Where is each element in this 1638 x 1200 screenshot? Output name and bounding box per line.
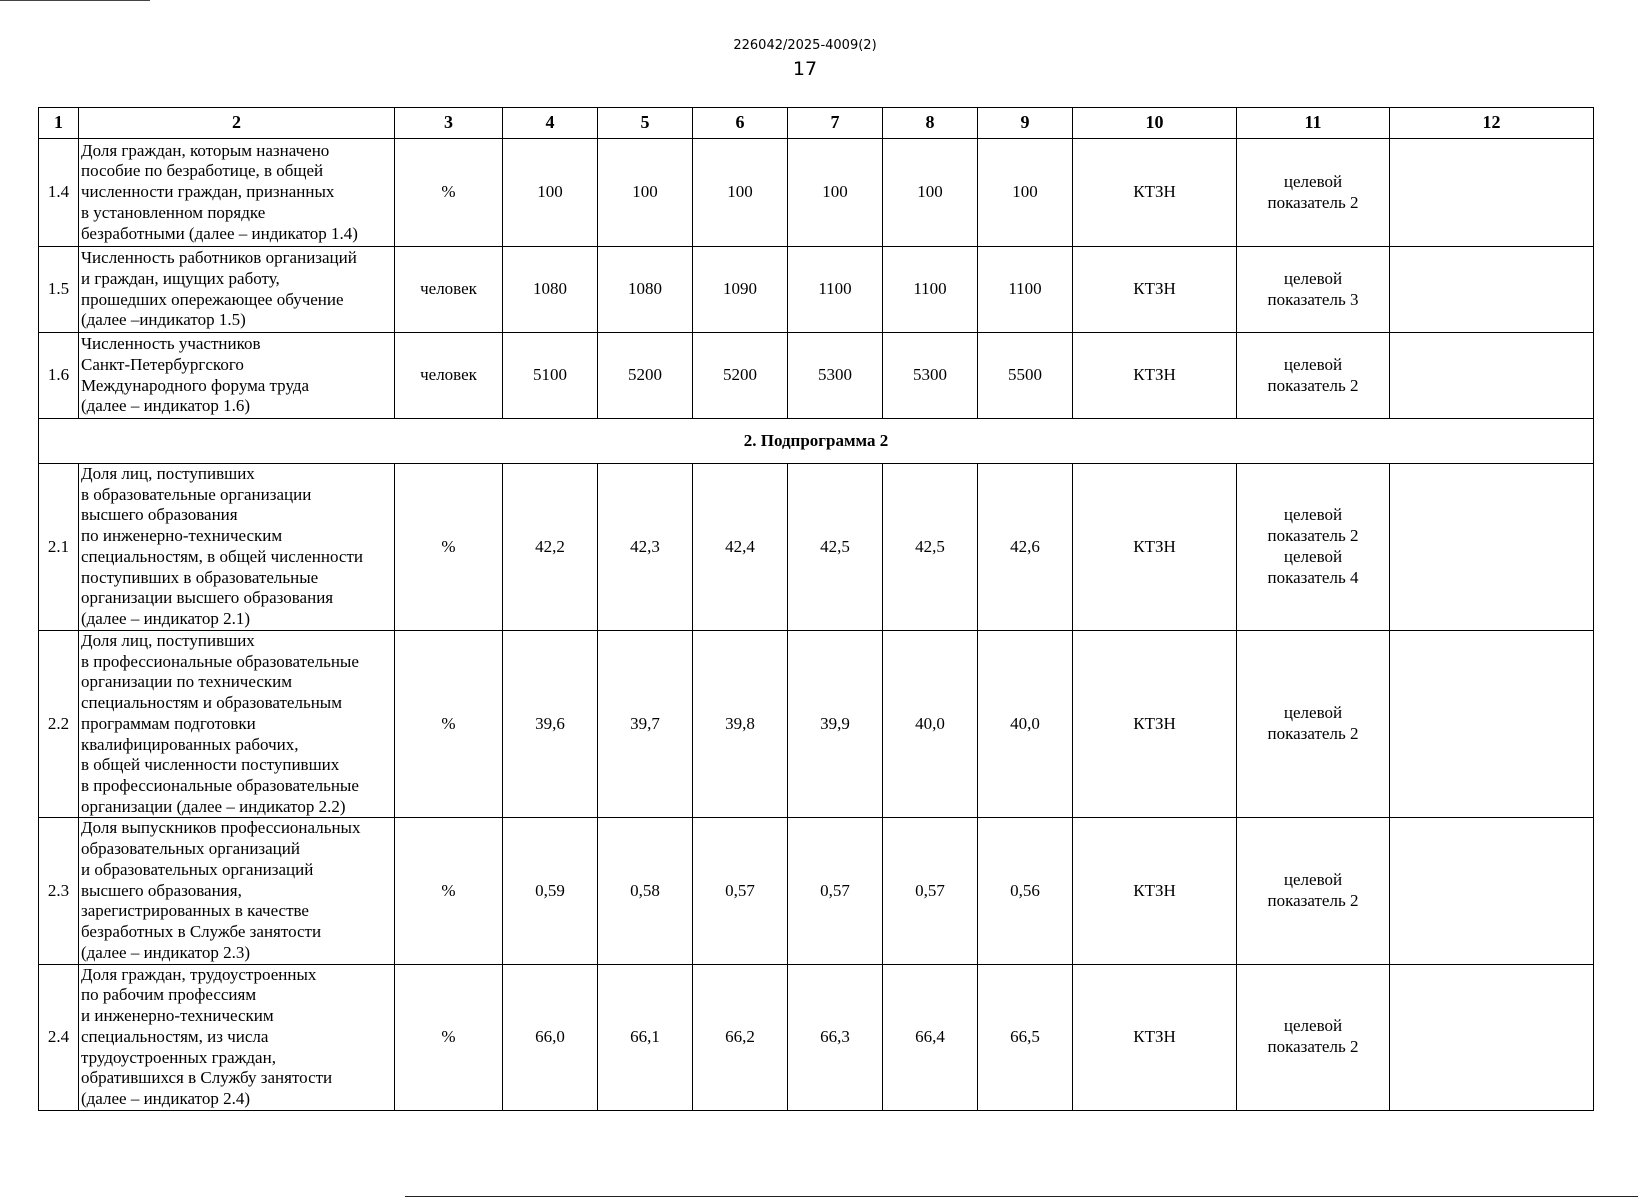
value-cell: 1100 (883, 247, 978, 333)
indicator-name-line: (далее –индикатор 1.5) (81, 310, 246, 330)
indicator-name-line: Международного форума труда (81, 375, 310, 395)
column-header: 12 (1390, 108, 1594, 139)
table-row (39, 247, 1594, 333)
value-cell: 5200 (693, 333, 788, 419)
target-line: показатель 2 (1267, 192, 1359, 212)
value-cell: 66,2 (693, 964, 788, 1110)
table-row (39, 964, 1594, 1110)
executor-cell: КТЗН (1073, 818, 1237, 964)
indicator-name-line: в профессиональные образовательные (81, 776, 359, 796)
indicator-name-line: организации высшего образования (81, 588, 334, 608)
target-cell (1237, 630, 1390, 818)
indicator-name (79, 630, 395, 818)
indicator-name-line: в общей численности поступивших (81, 755, 340, 775)
row-number: 1.6 (39, 333, 79, 419)
target-cell (1237, 247, 1390, 333)
value-cell: 0,58 (598, 818, 693, 964)
indicator-name-line: безработных в Службе занятости (81, 922, 322, 942)
indicator-name (79, 139, 395, 247)
indicator-name-line: Доля лиц, поступивших (81, 464, 255, 483)
value-cell: 42,3 (598, 464, 693, 631)
value-cell: 100 (978, 139, 1073, 247)
value-cell: 66,0 (503, 964, 598, 1110)
indicator-name-line: Санкт-Петербургского (81, 354, 244, 374)
target-cell (1237, 139, 1390, 247)
value-cell: 39,8 (693, 630, 788, 818)
target-line: показатель 3 (1267, 289, 1359, 309)
indicator-name-line: и образовательных организаций (81, 859, 314, 879)
indicator-name-line: Доля лиц, поступивших (81, 630, 255, 650)
indicator-name-line: образовательных организаций (81, 839, 300, 859)
target-line: целевой (1283, 354, 1343, 374)
value-cell: 1080 (503, 247, 598, 333)
value-cell: 100 (693, 139, 788, 247)
unit-cell: % (395, 464, 503, 631)
indicator-name-line: (далее – индикатор 1.6) (81, 396, 250, 416)
executor-cell: КТЗН (1073, 333, 1237, 419)
target-line: показатель 2 (1267, 526, 1359, 546)
indicator-name-line: квалифицированных рабочих, (81, 734, 299, 754)
target-line: показатель 2 (1267, 1037, 1359, 1057)
top-rule (0, 0, 150, 1)
column-header: 3 (395, 108, 503, 139)
value-cell: 42,5 (788, 464, 883, 631)
value-cell: 39,9 (788, 630, 883, 818)
value-cell: 0,56 (978, 818, 1073, 964)
indicator-name-line: Численность участников (81, 334, 261, 354)
note-cell (1390, 139, 1594, 247)
indicator-name-line: (далее – индикатор 2.1) (81, 609, 250, 629)
indicator-name (79, 333, 395, 419)
value-cell: 42,6 (978, 464, 1073, 631)
row-number: 1.4 (39, 139, 79, 247)
column-header: 4 (503, 108, 598, 139)
target-line: показатель 4 (1267, 567, 1359, 587)
target-line: показатель 2 (1267, 724, 1359, 744)
column-header: 11 (1237, 108, 1390, 139)
target-cell (1237, 333, 1390, 419)
indicator-name-line: трудоустроенных граждан, (81, 1047, 276, 1067)
row-number: 2.4 (39, 964, 79, 1110)
executor-cell: КТЗН (1073, 464, 1237, 631)
indicator-name-line: поступивших в образовательные (81, 567, 319, 587)
value-cell: 5300 (788, 333, 883, 419)
value-cell: 1090 (693, 247, 788, 333)
row-number: 2.2 (39, 630, 79, 818)
column-header: 2 (79, 108, 395, 139)
note-cell (1390, 464, 1594, 631)
value-cell: 0,57 (788, 818, 883, 964)
value-cell: 0,57 (693, 818, 788, 964)
row-number: 1.5 (39, 247, 79, 333)
target-cell (1237, 964, 1390, 1110)
value-cell: 0,59 (503, 818, 598, 964)
indicator-name-line: специальностям и образовательным (81, 693, 342, 713)
value-cell: 1100 (978, 247, 1073, 333)
unit-cell: человек (395, 333, 503, 419)
row-number: 2.1 (39, 464, 79, 631)
unit-cell: % (395, 964, 503, 1110)
value-cell: 100 (788, 139, 883, 247)
document-number: 226042/2025-4009(2) (733, 38, 877, 53)
unit-cell: человек (395, 247, 503, 333)
column-header: 10 (1073, 108, 1237, 139)
indicator-name-line: специальностям, из числа (81, 1026, 269, 1046)
indicator-name-line: и инженерно-техническим (81, 1006, 274, 1026)
value-cell: 40,0 (978, 630, 1073, 818)
table-row (39, 139, 1594, 247)
target-line: показатель 2 (1267, 375, 1359, 395)
value-cell: 39,7 (598, 630, 693, 818)
value-cell: 39,6 (503, 630, 598, 818)
column-header: 1 (39, 108, 79, 139)
value-cell: 5200 (598, 333, 693, 419)
value-cell: 5300 (883, 333, 978, 419)
indicator-name-line: пособие по безработице, в общей (81, 161, 324, 181)
value-cell: 5100 (503, 333, 598, 419)
target-line: целевой (1283, 505, 1343, 525)
indicator-name-line: программам подготовки (81, 713, 256, 733)
indicator-name (79, 247, 395, 333)
indicator-name-line: в образовательные организации (81, 484, 312, 504)
indicator-name-line: Доля выпускников профессиональных (81, 818, 361, 838)
value-cell: 1080 (598, 247, 693, 333)
indicator-name-line: Доля граждан, трудоустроенных (81, 964, 317, 984)
indicator-name-line: организации (далее – индикатор 2.2) (81, 796, 346, 816)
target-cell (1237, 818, 1390, 964)
unit-cell: % (395, 818, 503, 964)
value-cell: 1100 (788, 247, 883, 333)
indicator-name-line: высшего образования, (81, 880, 242, 900)
executor-cell: КТЗН (1073, 964, 1237, 1110)
value-cell: 100 (598, 139, 693, 247)
table-row (39, 333, 1594, 419)
bottom-rule (405, 1196, 1638, 1197)
column-header: 8 (883, 108, 978, 139)
indicator-name (79, 964, 395, 1110)
indicator-name-line: зарегистрированных в качестве (81, 901, 309, 921)
indicator-name (79, 818, 395, 964)
indicators-table (38, 107, 1594, 1111)
indicator-name-line: в профессиональные образовательные (81, 651, 359, 671)
executor-cell: КТЗН (1073, 630, 1237, 818)
target-line: целевой (1283, 268, 1343, 288)
note-cell (1390, 247, 1594, 333)
column-header: 9 (978, 108, 1073, 139)
unit-cell: % (395, 630, 503, 818)
indicator-name-line: (далее – индикатор 2.3) (81, 942, 250, 962)
section-row (39, 419, 1594, 464)
note-cell (1390, 630, 1594, 818)
indicator-name-line: и граждан, ищущих работу, (81, 268, 280, 288)
target-line: целевой (1283, 703, 1343, 723)
indicator-name-line: организации по техническим (81, 672, 292, 692)
indicator-name-line: по рабочим профессиям (81, 985, 257, 1005)
indicator-name (79, 464, 395, 631)
value-cell: 42,5 (883, 464, 978, 631)
column-header: 6 (693, 108, 788, 139)
note-cell (1390, 964, 1594, 1110)
value-cell: 100 (883, 139, 978, 247)
page-number: 17 (792, 58, 818, 80)
value-cell: 66,1 (598, 964, 693, 1110)
value-cell: 42,2 (503, 464, 598, 631)
value-cell: 40,0 (883, 630, 978, 818)
indicator-name-line: по инженерно-техническим (81, 526, 283, 546)
column-header: 7 (788, 108, 883, 139)
unit-cell: % (395, 139, 503, 247)
header-row (39, 108, 1594, 139)
indicator-name-line: прошедших опережающее обучение (81, 289, 344, 309)
value-cell: 66,5 (978, 964, 1073, 1110)
indicator-name-line: специальностям, в общей численности (81, 546, 363, 566)
indicator-name-line: Численность работников организаций (81, 248, 357, 268)
value-cell: 0,57 (883, 818, 978, 964)
executor-cell: КТЗН (1073, 247, 1237, 333)
section-title: 2. Подпрограмма 2 (39, 419, 1594, 464)
indicator-name-line: высшего образования (81, 505, 238, 525)
indicator-name-line: Доля граждан, которым назначено (81, 140, 330, 160)
table-row (39, 818, 1594, 964)
target-line: целевой (1283, 1016, 1343, 1036)
value-cell: 42,4 (693, 464, 788, 631)
target-line: целевой (1283, 870, 1343, 890)
indicator-name-line: обратившихся в Службу занятости (81, 1068, 333, 1088)
target-cell (1237, 464, 1390, 631)
row-number: 2.3 (39, 818, 79, 964)
target-line: целевой (1283, 171, 1343, 191)
target-line: показатель 2 (1267, 891, 1359, 911)
indicator-name-line: безработными (далее – индикатор 1.4) (81, 223, 358, 243)
note-cell (1390, 333, 1594, 419)
value-cell: 100 (503, 139, 598, 247)
executor-cell: КТЗН (1073, 139, 1237, 247)
indicator-name-line: (далее – индикатор 2.4) (81, 1089, 250, 1109)
value-cell: 5500 (978, 333, 1073, 419)
note-cell (1390, 818, 1594, 964)
table-row (39, 630, 1594, 818)
value-cell: 66,4 (883, 964, 978, 1110)
target-line: целевой (1283, 546, 1343, 566)
table-row (39, 464, 1594, 631)
column-header: 5 (598, 108, 693, 139)
value-cell: 66,3 (788, 964, 883, 1110)
indicator-name-line: численности граждан, признанных (81, 182, 335, 202)
indicator-name-line: в установленном порядке (81, 202, 266, 222)
